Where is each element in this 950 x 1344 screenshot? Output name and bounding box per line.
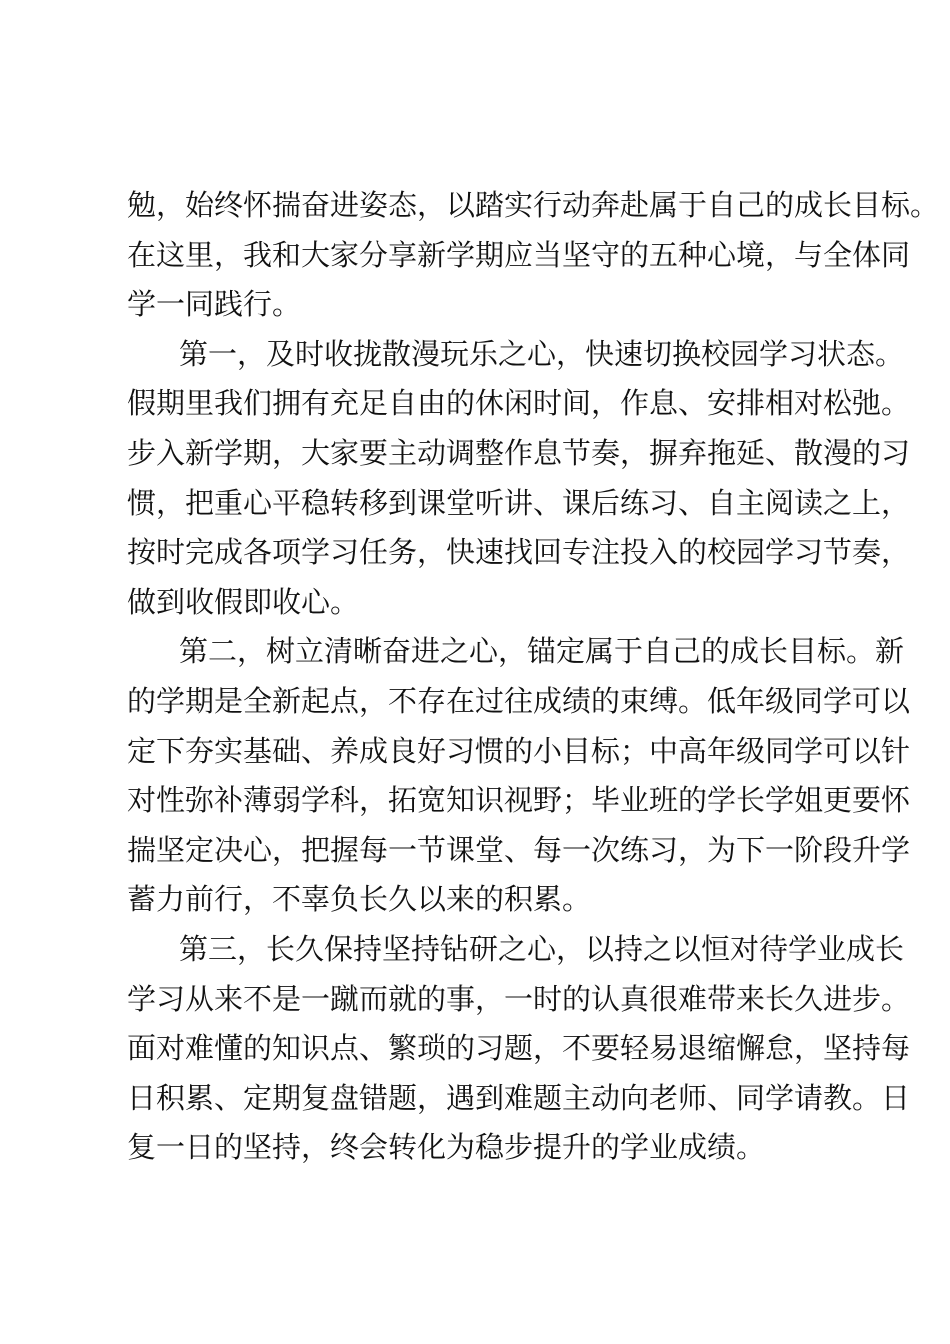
paragraph-second — [127, 627, 911, 925]
text-line: 按时完成各项学习任务，快速找回专注投入的校园学习节奏， — [127, 535, 911, 570]
text-line: 揣坚定决心，把握每一节课堂、每一次练习，为下一阶段升学 — [127, 832, 911, 867]
document-body — [127, 181, 940, 1173]
text-line: 对性弥补薄弱学科，拓宽知识视野；毕业班的学长学姐更要怀 — [127, 783, 911, 818]
text-line: 学一同践行。 — [127, 287, 302, 322]
text-line: 定下夯实基础、养成良好习惯的小目标；中高年级同学可以针 — [127, 733, 911, 768]
text-line: 学习从来不是一蹴而就的事，一时的认真很难带来长久进步。 — [127, 981, 911, 1016]
text-line: 复一日的坚持，终会转化为稳步提升的学业成绩。 — [127, 1130, 766, 1165]
text-line: 做到收假即收心。 — [127, 584, 360, 619]
text-line: 惯，把重心平稳转移到课堂听讲、课后练习、自主阅读之上， — [127, 485, 911, 520]
text-line: 的学期是全新起点，不存在过往成绩的束缚。低年级同学可以 — [127, 683, 911, 718]
text-line: 蓄力前行，不辜负长久以来的积累。 — [127, 882, 592, 917]
text-line: 在这里，我和大家分享新学期应当坚守的五种心境，与全体同 — [127, 237, 911, 272]
text-line: 假期里我们拥有充足自由的休闲时间，作息、安排相对松弛。 — [127, 386, 911, 421]
paragraph-third — [127, 925, 911, 1173]
text-line: 第一，及时收拢散漫玩乐之心，快速切换校园学习状态。 — [179, 336, 905, 371]
text-line: 第二，树立清晰奋进之心，锚定属于自己的成长目标。新 — [179, 634, 905, 669]
text-line: 第三，长久保持坚持钻研之心，以持之以恒对待学业成长 — [179, 931, 905, 966]
paragraph-intro — [127, 181, 940, 330]
text-line: 日积累、定期复盘错题，遇到难题主动向老师、同学请教。日 — [127, 1080, 911, 1115]
text-line: 步入新学期，大家要主动调整作息节奏，摒弃拖延、散漫的习 — [127, 435, 911, 470]
text-line: 勉，始终怀揣奋进姿态，以踏实行动奔赴属于自己的成长目标。 — [127, 188, 940, 222]
text-line: 面对难懂的知识点、繁琐的习题，不要轻易退缩懈怠，坚持每 — [127, 1031, 911, 1066]
paragraph-first — [127, 330, 911, 628]
